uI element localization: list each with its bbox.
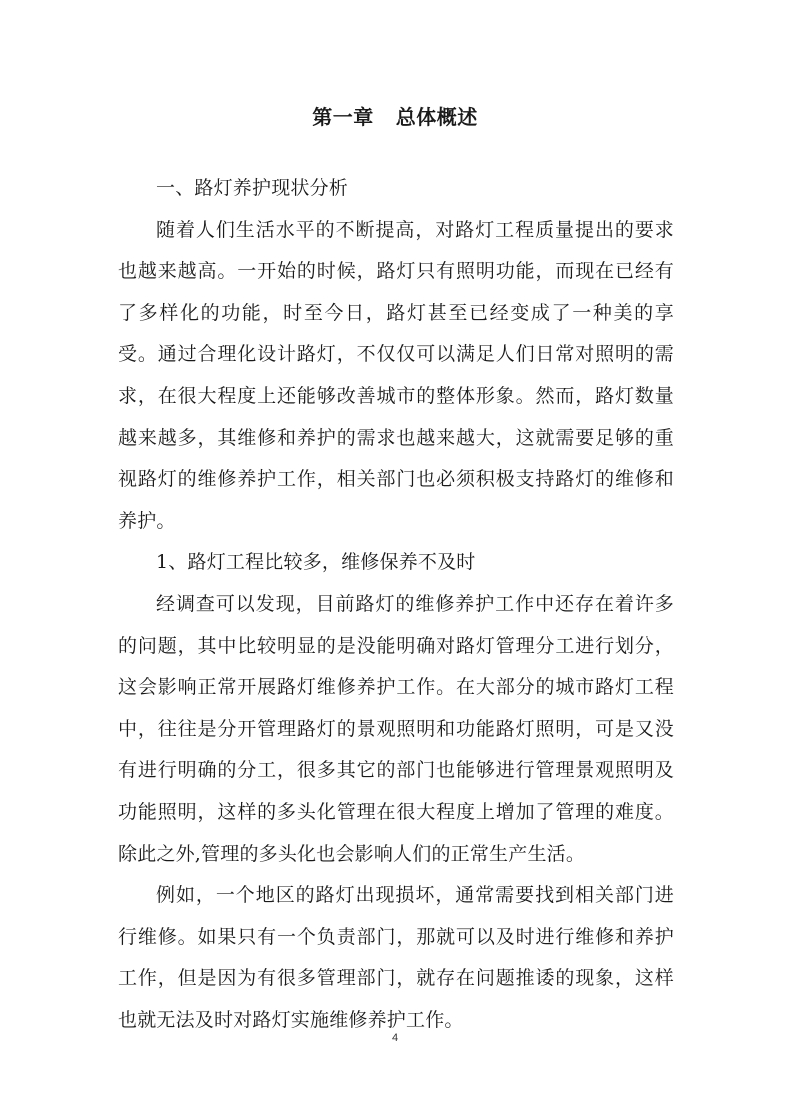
section-heading: 一、路灯养护现状分析 xyxy=(156,177,349,199)
body-paragraph: 例如，一个地区的路灯出现损坏，通常需要找到相关部门进行维修。如果只有一个负责部门，那就可以及时进行维修和养护工作，但是因为有很多管理部门，就存在问题推诿的现象，这样也就无法及时对路灯实施维修养护工作。 xyxy=(118,884,674,1031)
subsection-heading: 1、路灯工程比较多，维修保养不及时 xyxy=(156,551,476,574)
document-body xyxy=(118,168,674,1041)
chapter-name: 总体概述 xyxy=(395,105,478,129)
chapter-number: 第一章 xyxy=(312,105,374,129)
body-paragraph: 经调查可以发现，目前路灯的维修养护工作中还存在着许多的问题，其中比较明显的是没能明确对路灯管理分工进行划分，这会影响正常开展路灯维修养护工作。在大部分的城市路灯工程中，往往是分开管理路灯的景观照明和功能路灯照明，可是又没有进行明确的分工，很多其它的部门也能够进行管理景观照明及功能照明，这样的多头化管理在很大程度上增加了管理的难度。除此之外,管理的多头化也会影响人们的正常生产生活。 xyxy=(118,592,674,865)
body-paragraph: 随着人们生活水平的不断提高，对路灯工程质量提出的要求也越来越高。一开始的时候，路灯只有照明功能，而现在已经有了多样化的功能，时至今日，路灯甚至已经变成了一种美的享受。通过合理化设计路灯，不仅仅可以满足人们日常对照明的需求，在很大程度上还能够改善城市的整体形象。然而，路灯数量越来越多，其维修和养护的需求也越来越大，这就需要足够的重视路灯的维修养护工作，相关部门也必须积极支持路灯的维修和养护。 xyxy=(118,218,674,532)
page-number: 4 xyxy=(391,1032,399,1044)
chapter-title xyxy=(0,100,790,134)
